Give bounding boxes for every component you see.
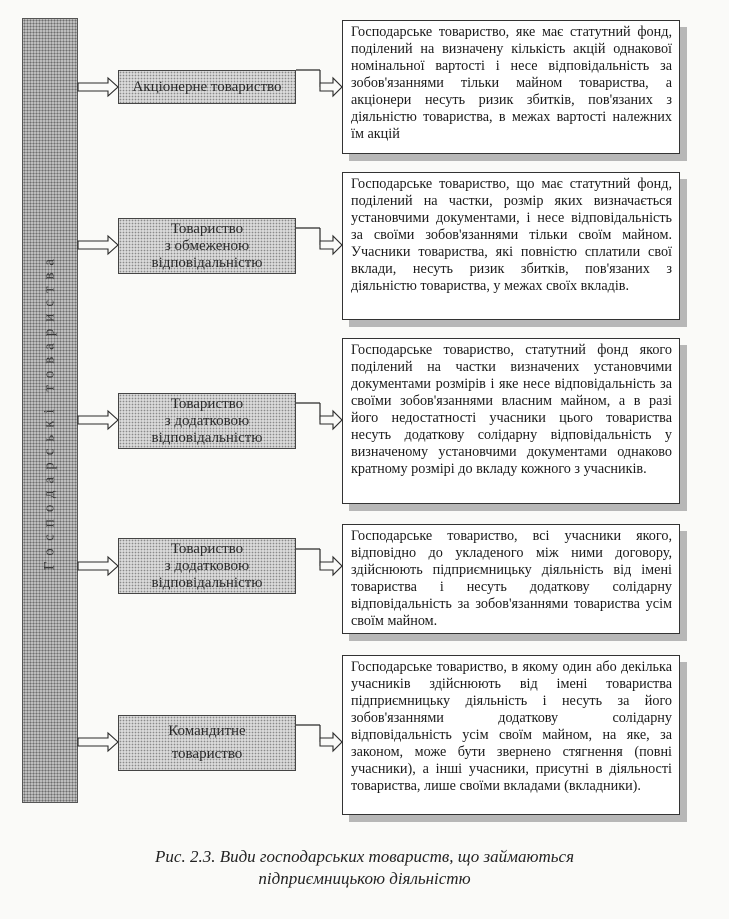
type-label-line: відповідальністю — [151, 254, 263, 271]
type-box-joint-stock — [118, 70, 296, 104]
vertical-category-label: Господарські товариства — [41, 251, 58, 570]
type-box-limited-partnership — [118, 715, 296, 771]
type-label-line: Товариство — [170, 220, 244, 237]
definition-additional-liability: Господарське товариство, статутний фонд якого поділений на частки визначених установчими документами розмірів і яке несе відповідальність за своїми зобов'язаннями власним майном, а в разі його недостатності учасники цього товариства несуть додаткову солідарну відповідальність у визначеному установчими документами однаково кратному розмірі до вкладу кожного з учасників. — [342, 338, 680, 504]
definition-limited-liability: Господарське товариство, що має статутний фонд, поділений на частки, розмір яких визначається установчими документами, і несе відповідальність за своїми зобов'язаннями тільки своїм майном. Учасники товариства, які повністю сплатили свої вклади, несуть ризик збитків, пов'язаних з діяльністю товариства, у межах своїх вкладів. — [342, 172, 680, 320]
definition-joint-stock: Господарське товариство, яке має статутний фонд, поділений на визначену кількість акцій однакової номінальної вартості і несе відповідальність за зобов'язаннями тільки майном товариства, а акціонери несуть ризик збитків, пов'язаних з діяльністю товариства, в межах вартості належних їм акцій — [342, 20, 680, 154]
type-box-full-partnership — [118, 538, 296, 594]
type-label-line: Товариство — [170, 540, 244, 557]
type-label-line: з додатковою — [164, 412, 250, 429]
caption-line-2: підприємницькою діяльністю — [258, 869, 471, 888]
type-box-limited-liability — [118, 218, 296, 274]
type-label-line: товариство — [171, 746, 243, 762]
caption-line-1: Рис. 2.3. Види господарських товариств, що займаються — [155, 847, 574, 866]
type-label-line: з додатковою — [164, 557, 250, 574]
type-label-line: відповідальністю — [151, 429, 263, 446]
type-label-line: Акціонерне товариство — [132, 78, 282, 95]
figure-caption — [0, 846, 729, 890]
type-box-additional-liability — [118, 393, 296, 449]
type-label-line: відповідальністю — [151, 574, 263, 591]
type-label-line: з обмеженою — [164, 237, 250, 254]
definition-limited-partnership: Господарське товариство, в якому один або декілька учасників здійснюють від імені товариства підприємницьку діяльність і несуть за його зобов'язаннями додаткову солідарну відповідальність усім своїм майном, на яке, за законом, може бути звернено стягнення (повні учасники), а інші учасники, присутні в діяльності товариства, лише своїми вкладами (вкладники). — [342, 655, 680, 815]
type-label-line: Командитне — [168, 723, 246, 739]
type-label-line: Товариство — [170, 395, 244, 412]
definition-full-partnership: Господарське товариство, всі учасники якого, відповідно до укладеного між ними договору, здійснюють підприємницьку діяльність від імені товариства і несуть додаткову солідарну відповідальність за зобов'язаннями товариства усім своїм майном. — [342, 524, 680, 634]
